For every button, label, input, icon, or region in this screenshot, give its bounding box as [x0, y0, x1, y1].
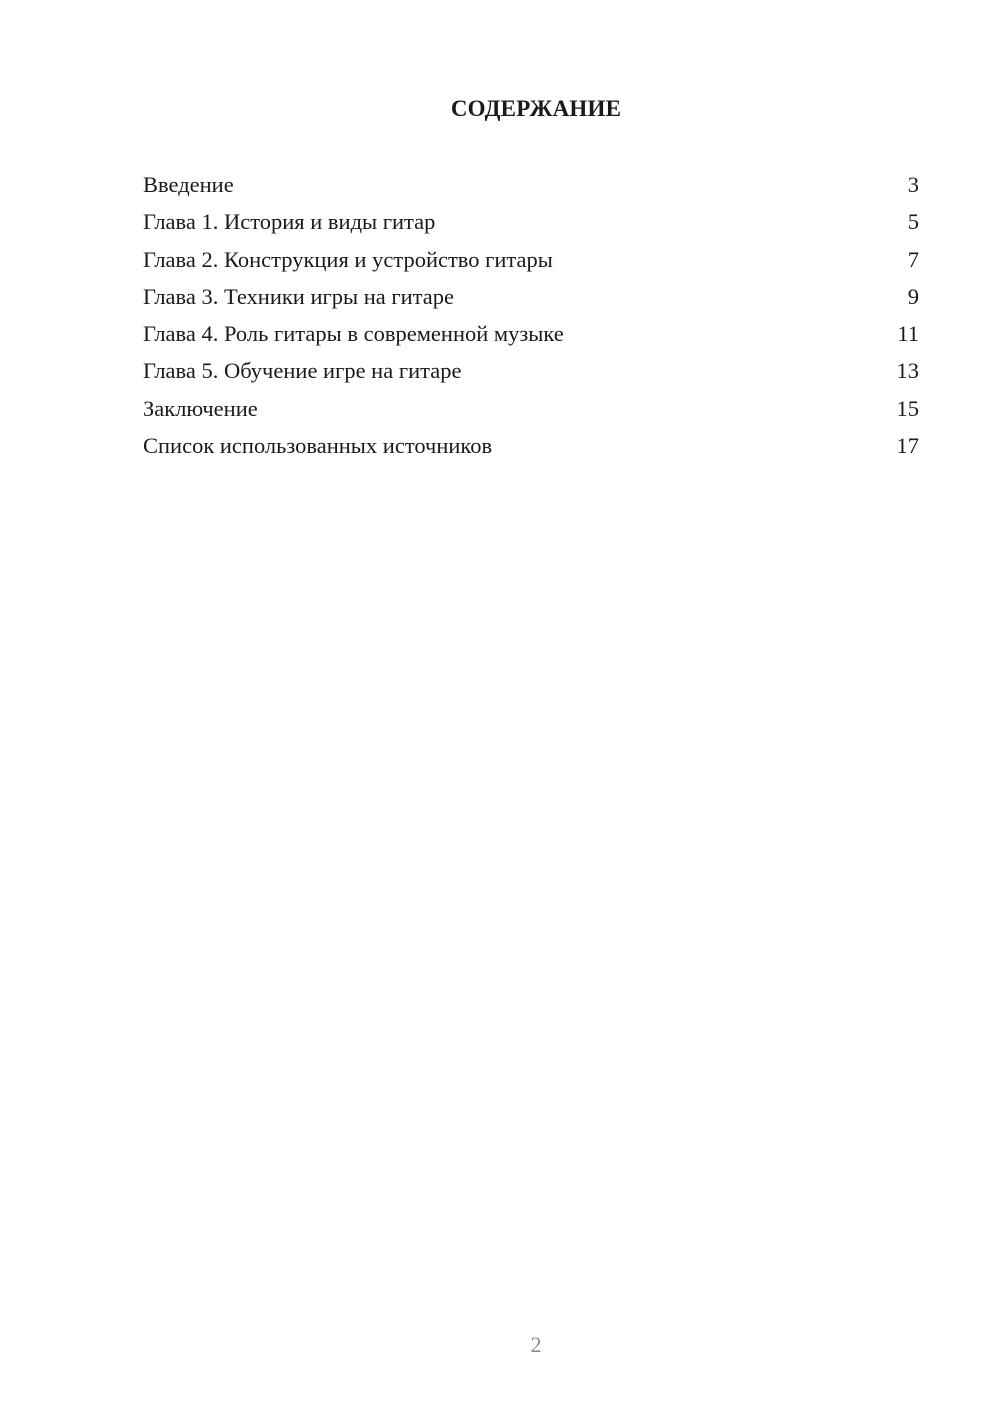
toc-entry-label: Глава 5. Обучение игре на гитаре [143, 358, 462, 384]
toc-entry-references [143, 431, 919, 468]
toc-entry-label: Список использованных источников [143, 433, 493, 459]
toc-entry-page: 7 [907, 246, 919, 272]
toc-entry-chapter-1 [143, 207, 919, 244]
toc-title: СОДЕРЖАНИЕ [450, 96, 622, 121]
toc-entry-page: 13 [896, 358, 919, 384]
toc-entry-conclusion [143, 394, 919, 431]
toc-entry-label: Заключение [143, 395, 258, 421]
toc-entry-page: 17 [896, 433, 919, 459]
toc-entry-page: 15 [896, 395, 919, 421]
toc-entry-label: Глава 3. Техники игры на гитаре [143, 283, 454, 309]
toc-entry-label: Введение [143, 172, 234, 197]
toc-entry-chapter-5 [143, 356, 919, 393]
toc-entry-page: 3 [907, 172, 919, 197]
page-number: 2 [530, 1332, 542, 1357]
toc-entry-page: 11 [897, 321, 919, 347]
table-of-contents [143, 170, 919, 468]
toc-entry-page: 5 [907, 209, 919, 235]
toc-entry-label: Глава 2. Конструкция и устройство гитары [143, 246, 553, 272]
toc-entry-introduction [143, 170, 919, 207]
toc-entry-label: Глава 1. История и виды гитар [143, 209, 436, 235]
toc-entry-chapter-3 [143, 282, 919, 319]
toc-entry-chapter-2 [143, 245, 919, 282]
toc-entry-page: 9 [907, 283, 919, 309]
toc-entry-label: Глава 4. Роль гитары в современной музыке [143, 321, 564, 347]
toc-entry-chapter-4 [143, 319, 919, 356]
